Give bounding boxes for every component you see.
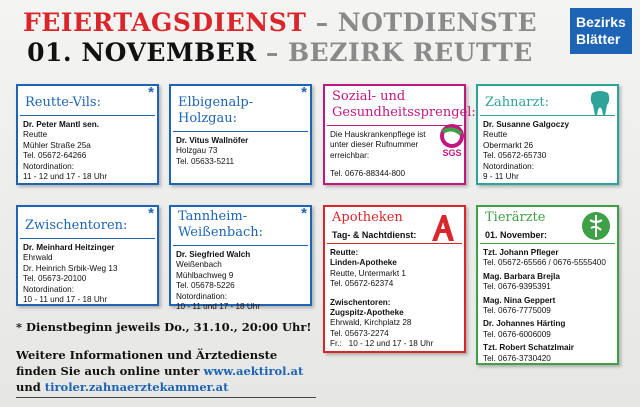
card-body: Dr. Peter Mantl sen. Reutte Mühler Straße 25a Tel. 05672-64266 Notordination: 11 - 12 und 17 - 18 Uhr [23, 120, 108, 182]
veterinary-icon [581, 211, 611, 241]
card-title: Zahnarzt: [480, 86, 615, 116]
zahnaerztekammer-link[interactable]: tiroler.zahnaerztekammer.at [44, 380, 229, 394]
pharmacy-a-icon [430, 213, 456, 243]
asterisk-mark: * [301, 205, 307, 222]
card-subtitle: 01. November: [480, 230, 615, 244]
dienstbeginn-note: * Dienstbeginn jeweils Do., 31.10., 20:00 Uhr! [16, 320, 312, 334]
card-title: Tannheim-Weißenbach: [173, 207, 308, 246]
tooth-icon [589, 90, 611, 118]
card-title: Apotheken [332, 210, 403, 225]
card-sozial-gesundheitssprengel [323, 84, 476, 185]
card-body: Tzt. Johann Pfleger Tel. 05672-65566 / 0676-5555400 Mag. Barbara Brejla Tel. 0676-9395391 Mag. Nina Geppert Tel. 0676-7775009 Dr. Johannes Härting Tel. 0676-6006009 Tzt. Robert Schatzlmair Tel. 0676-3730420 [483, 248, 606, 363]
headline-bezirk: – BEZIRK REUTTE [256, 38, 533, 67]
card-title: Zwischentoren: [20, 207, 155, 239]
info-line3: und tiroler.zahnaerztekammer.at [16, 380, 229, 394]
bezirksblaetter-logo: Bezirks Blätter [570, 8, 632, 54]
asterisk-mark: * [148, 205, 154, 222]
sgs-logo-icon [437, 124, 467, 158]
svg-text:SGS: SGS [442, 148, 462, 158]
card-body: Die Hauskrankenpflege ist unter dieser Rufnummer erreichbar: Tel. 0676-88344-800 [330, 130, 426, 179]
card-tieraerzte [476, 205, 619, 365]
headline-line2 [0, 38, 560, 67]
card-zahnarzt [476, 84, 619, 185]
info-line1: Weitere Informationen und Ärztedienste [16, 348, 278, 362]
card-title: Reutte-Vils: [20, 86, 155, 116]
card-body: Dr. Susanne Galgoczy Reutte Obermarkt 26 Tel. 05672-65730 Notordination: 9 - 11 Uhr [483, 120, 569, 182]
headline-feiertagsdienst: FEIERTAGSDIENST [22, 8, 307, 37]
card-tannheim-weissenbach [169, 205, 312, 312]
card-body: Dr. Siegfried Walch Weißenbach Mühlbachweg 9 Tel. 05678-5226 Notordination: 10 - 11 und 17 - 18 Uhr [176, 250, 261, 312]
card-subtitle: Tag- & Nachtdienst: [327, 230, 462, 244]
info-line2: finden Sie auch online unter www.aektirol.at [16, 364, 304, 378]
card-title: Elbigenalp-Holzgau: [173, 86, 308, 132]
footer-divider [16, 397, 316, 398]
card-elbigenalp-holzgau [169, 84, 312, 185]
card-apotheken [323, 205, 466, 353]
headline-date: 01. NOVEMBER [27, 38, 257, 67]
headline-line1 [0, 8, 560, 37]
asterisk-mark: * [301, 84, 307, 101]
card-title: Tierärzte [485, 210, 546, 225]
card-body: Reutte: Linden-Apotheke Reutte, Untermarkt 1 Tel. 05672-62374 Zwischentoren: Zugspitz-Apotheke Ehrwald, Kirchplatz 28 Tel. 05673-2274 Fr.: 10 - 12 und 17 - 18 Uhr [330, 248, 434, 349]
headline-notdienste: – NOTDIENSTE [306, 8, 537, 37]
aektirol-link[interactable]: www.aektirol.at [203, 364, 304, 378]
card-reutte-vils [16, 84, 159, 185]
card-zwischentoren [16, 205, 159, 306]
card-title: Sozial- und Gesundheitssprengel: [327, 86, 462, 126]
card-body: Dr. Meinhard Heitzinger Ehrwald Dr. Heinrich Srbik-Weg 13 Tel. 05673-20100 Notordination: 10 - 11 und 17 - 18 Uhr [23, 243, 118, 305]
card-body: Dr. Vitus Wallnöfer Holzgau 73 Tel. 05633-5211 [176, 136, 249, 166]
asterisk-mark: * [148, 84, 154, 101]
